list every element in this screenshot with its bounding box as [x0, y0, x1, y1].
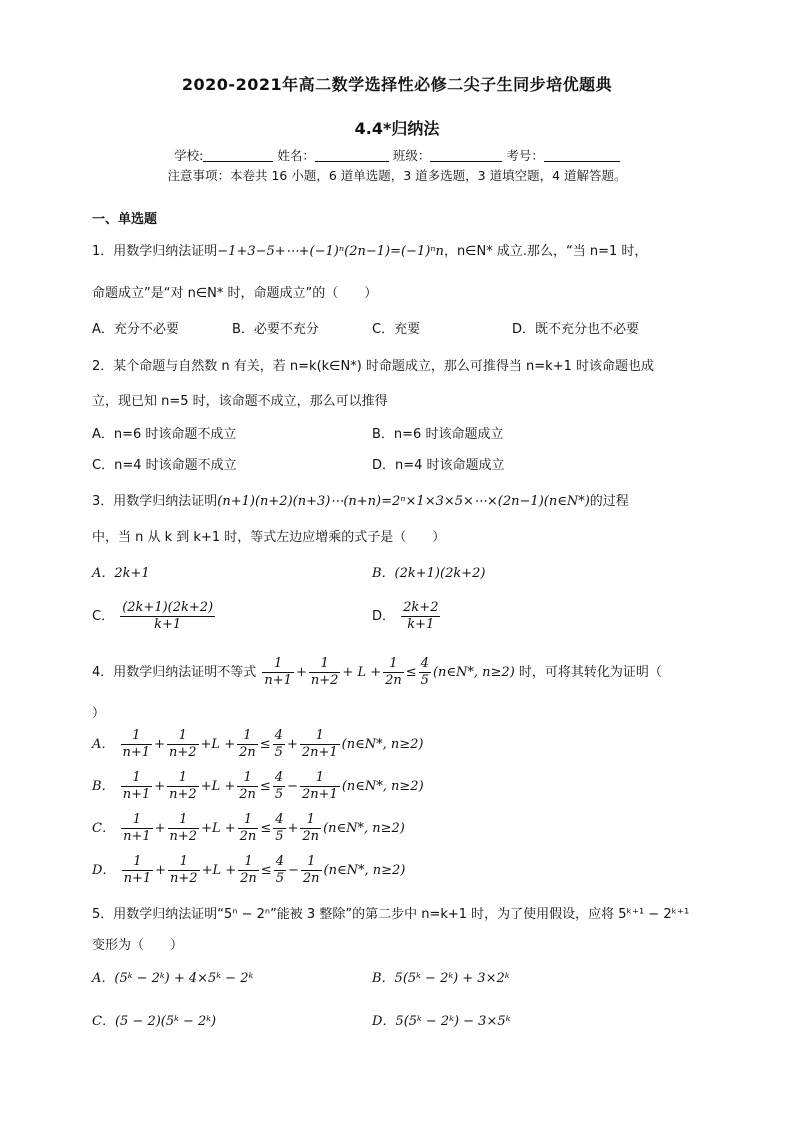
q5-option-d: D．5(5ᵏ − 2ᵏ) − 3×5ᵏ [372, 1014, 511, 1029]
notice-text: 注意事项：本卷共 16 小题，6 道单选题，3 道多选题，3 道填空题，4 道解答题。 [167, 168, 627, 183]
q4-option-d: D． $\frac{1}{n+1}$ + $\frac{1}{n+2}$ +L + $\frac{1}{2n}$ ≤ $\frac{4}{5}$ − $\frac{1}{2n}$ (n∈N*, n≥2) [92, 854, 406, 886]
q1-option-b: B．必要不充分 [232, 322, 319, 337]
school-blank [203, 149, 273, 162]
name-blank [315, 149, 389, 162]
q1-formula: −1+3−5+⋯+(−1)ⁿ(2n−1)=(−1)ⁿn [217, 244, 444, 259]
class-label: 班级： [392, 148, 431, 163]
q1-line-1: 1．用数学归纳法证明−1+3−5+⋯+(−1)ⁿ(2n−1)=(−1)ⁿn，n∈N* 成立.那么，“当 n=1 时， [92, 244, 648, 259]
q4-option-c: C． $\frac{1}{n+1}$ + $\frac{1}{n+2}$ +L + $\frac{1}{2n}$ ≤ $\frac{4}{5}$ + $\frac{1}{2n}$ (n∈N*, n≥2) [92, 812, 405, 844]
q2-option-d: D．n=4 时该命题成立 [372, 458, 505, 473]
q4-inequality: $\frac{1}{n+1}$ + $\frac{1}{n+2}$ + L + $\frac{1}{2n}$ ≤ $\frac{4}{5}$ (n∈N*, n≥2) [264, 656, 519, 688]
q3-option-d-fraction: $\frac{2k+2}{k+1}$ [403, 600, 439, 632]
q5-option-a: A．(5ᵏ − 2ᵏ) + 4×5ᵏ − 2ᵏ [92, 971, 254, 986]
class-blank [430, 149, 502, 162]
q3-formula: (n+1)(n+2)(n+3)⋯(n+n)=2ⁿ×1×3×5×⋯×(2n−1)(n∈N*) [217, 494, 590, 509]
q3-line-1: 3．用数学归纳法证明(n+1)(n+2)(n+3)⋯(n+n)=2ⁿ×1×3×5×⋯×(2n−1)(n∈N*)的过程 [92, 494, 629, 509]
exam-number-blank [544, 149, 620, 162]
q1-line-2: 命题成立”是“对 n∈N* 时，命题成立”的（ ） [92, 286, 378, 301]
q5-line-1: 5．用数学归纳法证明“5ⁿ − 2ⁿ”能被 3 整除”的第二步中 n=k+1 时，为了使用假设，应将 5ᵏ⁺¹ − 2ᵏ⁺¹ [92, 907, 690, 922]
student-info-line [0, 146, 794, 164]
q2-option-a: A．n=6 时该命题不成立 [92, 427, 237, 442]
school-label: 学校: [174, 148, 204, 163]
section-heading-single-choice: 一、单选题 [92, 212, 158, 227]
q2-line-2: 立，现已知 n=5 时，该命题不成立，那么可以推得 [92, 394, 388, 409]
q1-option-a: A．充分不必要 [92, 322, 179, 337]
q2-option-b: B．n=6 时该命题成立 [372, 427, 504, 442]
q3-line-2: 中，当 n 从 k 到 k+1 时，等式左边应增乘的式子是（ ） [92, 530, 446, 545]
q3-option-c: C． $\frac{(2k+1)(2k+2)}{k+1}$ [92, 600, 214, 632]
q3-option-c-fraction: $\frac{(2k+1)(2k+2)}{k+1}$ [122, 600, 214, 632]
q5-option-c: C．(5 − 2)(5ᵏ − 2ᵏ) [92, 1014, 217, 1029]
q4-line-1: 4．用数学归纳法证明不等式 $\frac{1}{n+1}$ + $\frac{1}{n+2}$ + L + $\frac{1}{2n}$ ≤ $\frac{4}{5}$ (n∈N*, n≥2) 时，可将其转化为证明（ [92, 656, 662, 688]
q4-line-2: ） [92, 706, 106, 721]
name-label: 姓名： [277, 148, 315, 163]
page-subtitle: 4.4*归纳法 [354, 119, 440, 138]
q3-option-b: B．(2k+1)(2k+2) [372, 566, 486, 581]
q5-line-2: 变形为（ ） [92, 938, 184, 953]
q5-option-b: B．5(5ᵏ − 2ᵏ) + 3×2ᵏ [372, 971, 510, 986]
q1-option-c: C．充要 [372, 322, 421, 337]
q4-option-a: A． $\frac{1}{n+1}$ + $\frac{1}{n+2}$ +L + $\frac{1}{2n}$ ≤ $\frac{4}{5}$ + $\frac{1}{2n+1}$ (n∈N*, n≥2) [92, 728, 424, 760]
page-title: 2020-2021年高二数学选择性必修二尖子生同步培优题典 [181, 75, 613, 94]
q2-line-1: 2．某个命题与自然数 n 有关，若 n=k(k∈N*) 时命题成立，那么可推得当 n=k+1 时该命题也成 [92, 359, 655, 374]
exam-number-label: 考号： [506, 148, 544, 163]
q1-option-d: D．既不充分也不必要 [512, 322, 640, 337]
q4-option-b: B． $\frac{1}{n+1}$ + $\frac{1}{n+2}$ +L + $\frac{1}{2n}$ ≤ $\frac{4}{5}$ − $\frac{1}{2n+1}$ (n∈N*, n≥2) [92, 770, 424, 802]
q3-option-d: D． $\frac{2k+2}{k+1}$ [372, 600, 439, 632]
q2-option-c: C．n=4 时该命题不成立 [92, 458, 237, 473]
q3-option-a: A．2k+1 [92, 566, 150, 581]
